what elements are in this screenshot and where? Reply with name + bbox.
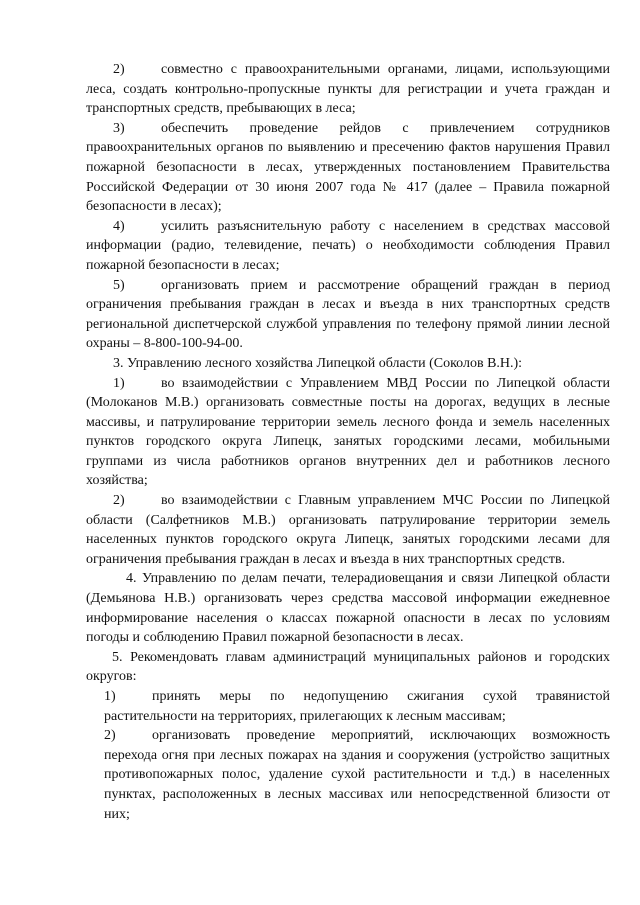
list-item	[86, 276, 610, 354]
list-item	[86, 60, 610, 119]
item-text: совместно с правоохранительными органами, лицами, использующими леса, создать контрольно-пропускные пункты для регистрации и учета граждан и транспортных средств, пребывающих в леса;	[86, 62, 610, 117]
item-number: 2)	[113, 493, 125, 509]
list-item	[86, 726, 610, 824]
item-number: 2)	[113, 62, 125, 77]
item-text: организовать проведение мероприятий, исключающих возможность перехода огня при лесных пожарах на здания и сооружения (устройство защитных противопожарных полос, удаление сухой растительности и т.д.) в населенных пунктах, расположенных в лесных массивах или непосредственной близости от них;	[104, 728, 610, 822]
item-number: 4)	[113, 218, 125, 234]
item-number: 1)	[104, 689, 116, 704]
item-number: 1)	[113, 375, 125, 391]
item-number: 2)	[104, 728, 116, 744]
list-item	[86, 374, 610, 492]
list-item	[86, 217, 610, 276]
list-item	[86, 687, 610, 726]
list-item	[86, 491, 610, 569]
item-text: усилить разъяснительную работу с населением в средствах массовой информации (радио, телевидение, печать) о необходимости соблюдения Правил пожарной безопасности в лесах;	[86, 218, 610, 273]
item-text: организовать прием и рассмотрение обращений граждан в период ограничения пребывания граждан в лесах и въезда в них транспортных средств региональной диспетчерской службой управления по телефону прямой линии лесной охраны – 8-800-100-94-00.	[86, 277, 610, 352]
list-item	[86, 119, 610, 217]
section-5-heading: 5. Рекомендовать главам администраций муниципальных районов и городских округов:	[86, 649, 610, 685]
item-text: во взаимодействии с Главным управлением МЧС России по Липецкой области (Салфетников М.В.) организовать патрулирование территории земель населенных пунктов городского округа Липецк, занятых городскими лесами для ограничения пребывания граждан в лесах и въезда в них транспортных средств.	[86, 493, 610, 567]
item-text: принять меры по недопущению сжигания сухой травянистой растительности на территориях, прилегающих к лесным массивам;	[104, 689, 610, 724]
item-number: 5)	[113, 277, 125, 293]
item-text: обеспечить проведение рейдов с привлечением сотрудников правоохранительных органов по выявлению и пресечению фактов нарушения Правил пожарной безопасности в лесах, утвержденных постановлением Правительства Российской Федерации от 30 июня 2007 года № 417 (далее – Правила пожарной безопасности в лесах);	[86, 120, 610, 215]
section-4-paragraph: 4. Управлению по делам печати, телерадиовещания и связи Липецкой области (Демьянова Н.В.) организовать через средства массовой информации ежедневное информирование населения о классах пожарной опасности в лесах по условиям погоды и соблюдению Правил пожарной безопасности в лесах.	[86, 571, 610, 646]
item-number: 3)	[113, 120, 125, 136]
item-text: во взаимодействии с Управлением МВД России по Липецкой области (Молоканов М.В.) организовать совместные посты на дорогах, ведущих в лесные массивы, и патрулирование территории земель лесного фонда и земель населенных пунктов городского округа Липецк, занятых городскими лесами, мобильными группами из числа работников органов внутренних дел и работников лесного хозяйства;	[86, 375, 610, 489]
section-3-heading: 3. Управлению лесного хозяйства Липецкой области (Соколов В.Н.):	[113, 355, 523, 371]
